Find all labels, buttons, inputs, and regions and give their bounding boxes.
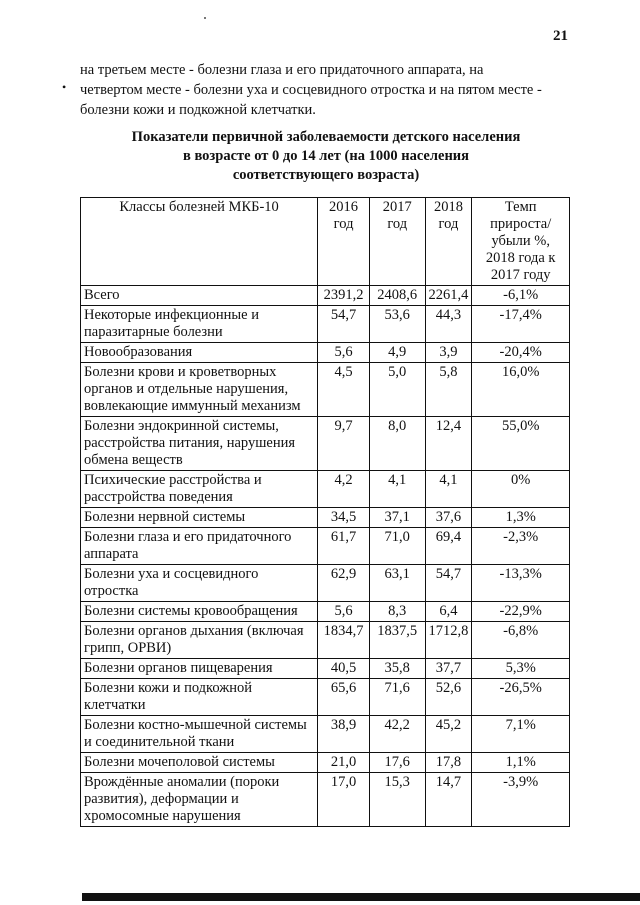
margin-bullet: • xyxy=(62,80,67,94)
disease-class-cell: Болезни нервной системы xyxy=(81,508,318,528)
disease-class-cell: Болезни органов пищеварения xyxy=(81,659,318,679)
value-cell: 2391,2 xyxy=(318,286,370,306)
disease-class-cell: Психические расстройства и расстройства поведения xyxy=(81,471,318,508)
value-cell: 1837,5 xyxy=(369,622,425,659)
value-cell: 14,7 xyxy=(425,773,472,827)
table-row xyxy=(81,773,570,827)
value-cell: -6,8% xyxy=(472,622,570,659)
value-cell: 4,5 xyxy=(318,363,370,417)
value-cell: 8,3 xyxy=(369,602,425,622)
value-cell: 37,1 xyxy=(369,508,425,528)
value-cell: -26,5% xyxy=(472,679,570,716)
value-cell: 44,3 xyxy=(425,306,472,343)
value-cell: 63,1 xyxy=(369,565,425,602)
value-cell: -13,3% xyxy=(472,565,570,602)
value-cell: -2,3% xyxy=(472,528,570,565)
value-cell: 42,2 xyxy=(369,716,425,753)
value-cell: 38,9 xyxy=(318,716,370,753)
table-row xyxy=(81,565,570,602)
value-cell: 4,1 xyxy=(369,471,425,508)
table-header-row xyxy=(81,198,570,286)
disease-class-cell: Некоторые инфекционные и паразитарные болезни xyxy=(81,306,318,343)
value-cell: 53,6 xyxy=(369,306,425,343)
title-line: в возрасте от 0 до 14 лет (на 1000 населения xyxy=(183,148,469,164)
value-cell: 71,0 xyxy=(369,528,425,565)
table-row xyxy=(81,471,570,508)
value-cell: 7,1% xyxy=(472,716,570,753)
header-class: Классы болезней МКБ-10 xyxy=(81,198,318,286)
value-cell: -20,4% xyxy=(472,343,570,363)
value-cell: 2408,6 xyxy=(369,286,425,306)
value-cell: 1834,7 xyxy=(318,622,370,659)
value-cell: 34,5 xyxy=(318,508,370,528)
title-line: Показатели первичной заболеваемости детского населения xyxy=(131,129,521,145)
value-cell: 37,7 xyxy=(425,659,472,679)
intro-line: на третьем месте - болезни глаза и его придаточного аппарата, на xyxy=(80,62,484,78)
intro-line: четвертом месте - болезни уха и сосцевидного отростка и на пятом месте - xyxy=(80,82,542,98)
table-row xyxy=(81,286,570,306)
value-cell: 16,0% xyxy=(472,363,570,417)
value-cell: 62,9 xyxy=(318,565,370,602)
value-cell: 40,5 xyxy=(318,659,370,679)
table-row xyxy=(81,306,570,343)
value-cell: 5,8 xyxy=(425,363,472,417)
value-cell: 8,0 xyxy=(369,417,425,471)
value-cell: 54,7 xyxy=(318,306,370,343)
value-cell: 17,6 xyxy=(369,753,425,773)
value-cell: 4,9 xyxy=(369,343,425,363)
value-cell: -6,1% xyxy=(472,286,570,306)
disease-class-cell: Болезни мочеполовой системы xyxy=(81,753,318,773)
disease-class-cell: Всего xyxy=(81,286,318,306)
value-cell: 52,6 xyxy=(425,679,472,716)
value-cell: 3,9 xyxy=(425,343,472,363)
table-row xyxy=(81,363,570,417)
value-cell: 5,0 xyxy=(369,363,425,417)
value-cell: 1,3% xyxy=(472,508,570,528)
page-number: 21 xyxy=(553,28,568,44)
table-row xyxy=(81,659,570,679)
value-cell: 37,6 xyxy=(425,508,472,528)
disease-class-cell: Болезни глаза и его придаточного аппарата xyxy=(81,528,318,565)
value-cell: 6,4 xyxy=(425,602,472,622)
value-cell: 4,2 xyxy=(318,471,370,508)
value-cell: 15,3 xyxy=(369,773,425,827)
table-row xyxy=(81,508,570,528)
value-cell: 69,4 xyxy=(425,528,472,565)
scan-bottom-bar xyxy=(82,893,640,901)
value-cell: 4,1 xyxy=(425,471,472,508)
value-cell: 5,6 xyxy=(318,602,370,622)
value-cell: -22,9% xyxy=(472,602,570,622)
table-row xyxy=(81,679,570,716)
value-cell: 71,6 xyxy=(369,679,425,716)
disease-class-cell: Болезни кожи и подкожной клетчатки xyxy=(81,679,318,716)
table-title xyxy=(80,128,572,185)
table-row xyxy=(81,417,570,471)
disease-class-cell: Болезни уха и сосцевидного отростка xyxy=(81,565,318,602)
value-cell: 54,7 xyxy=(425,565,472,602)
value-cell: 0% xyxy=(472,471,570,508)
value-cell: 1712,8 xyxy=(425,622,472,659)
value-cell: 21,0 xyxy=(318,753,370,773)
value-cell: 2261,4 xyxy=(425,286,472,306)
disease-class-cell: Болезни органов дыхания (включая грипп, ОРВИ) xyxy=(81,622,318,659)
intro-paragraph xyxy=(80,60,572,120)
value-cell: 45,2 xyxy=(425,716,472,753)
value-cell: 5,3% xyxy=(472,659,570,679)
table-row xyxy=(81,753,570,773)
value-cell: 35,8 xyxy=(369,659,425,679)
header-2016: 2016 год xyxy=(318,198,370,286)
table-body xyxy=(81,286,570,827)
value-cell: -17,4% xyxy=(472,306,570,343)
disease-class-cell: Болезни эндокринной системы, расстройства питания, нарушения обмена веществ xyxy=(81,417,318,471)
table-row xyxy=(81,528,570,565)
value-cell: 1,1% xyxy=(472,753,570,773)
value-cell: 55,0% xyxy=(472,417,570,471)
table-row xyxy=(81,622,570,659)
table-row xyxy=(81,343,570,363)
intro-line: болезни кожи и подкожной клетчатки. xyxy=(80,102,316,118)
value-cell: 17,8 xyxy=(425,753,472,773)
value-cell: 9,7 xyxy=(318,417,370,471)
table-row xyxy=(81,716,570,753)
table-row xyxy=(81,602,570,622)
disease-class-cell: Болезни костно-мышечной системы и соединительной ткани xyxy=(81,716,318,753)
header-growth: Темп прироста/ убыли %, 2018 года к 2017 году xyxy=(472,198,570,286)
title-line: соответствующего возраста) xyxy=(232,167,420,183)
value-cell: 12,4 xyxy=(425,417,472,471)
disease-class-cell: Новообразования xyxy=(81,343,318,363)
scan-speck xyxy=(204,17,206,19)
disease-class-cell: Болезни крови и кроветворных органов и отдельные нарушения, вовлекающие иммунный механизм xyxy=(81,363,318,417)
disease-class-cell: Болезни системы кровообращения xyxy=(81,602,318,622)
disease-class-cell: Врождённые аномалии (пороки развития), деформации и хромосомные нарушения xyxy=(81,773,318,827)
header-2018: 2018 год xyxy=(425,198,472,286)
morbidity-table xyxy=(80,197,570,827)
value-cell: -3,9% xyxy=(472,773,570,827)
value-cell: 17,0 xyxy=(318,773,370,827)
value-cell: 5,6 xyxy=(318,343,370,363)
value-cell: 61,7 xyxy=(318,528,370,565)
value-cell: 65,6 xyxy=(318,679,370,716)
header-2017: 2017 год xyxy=(369,198,425,286)
